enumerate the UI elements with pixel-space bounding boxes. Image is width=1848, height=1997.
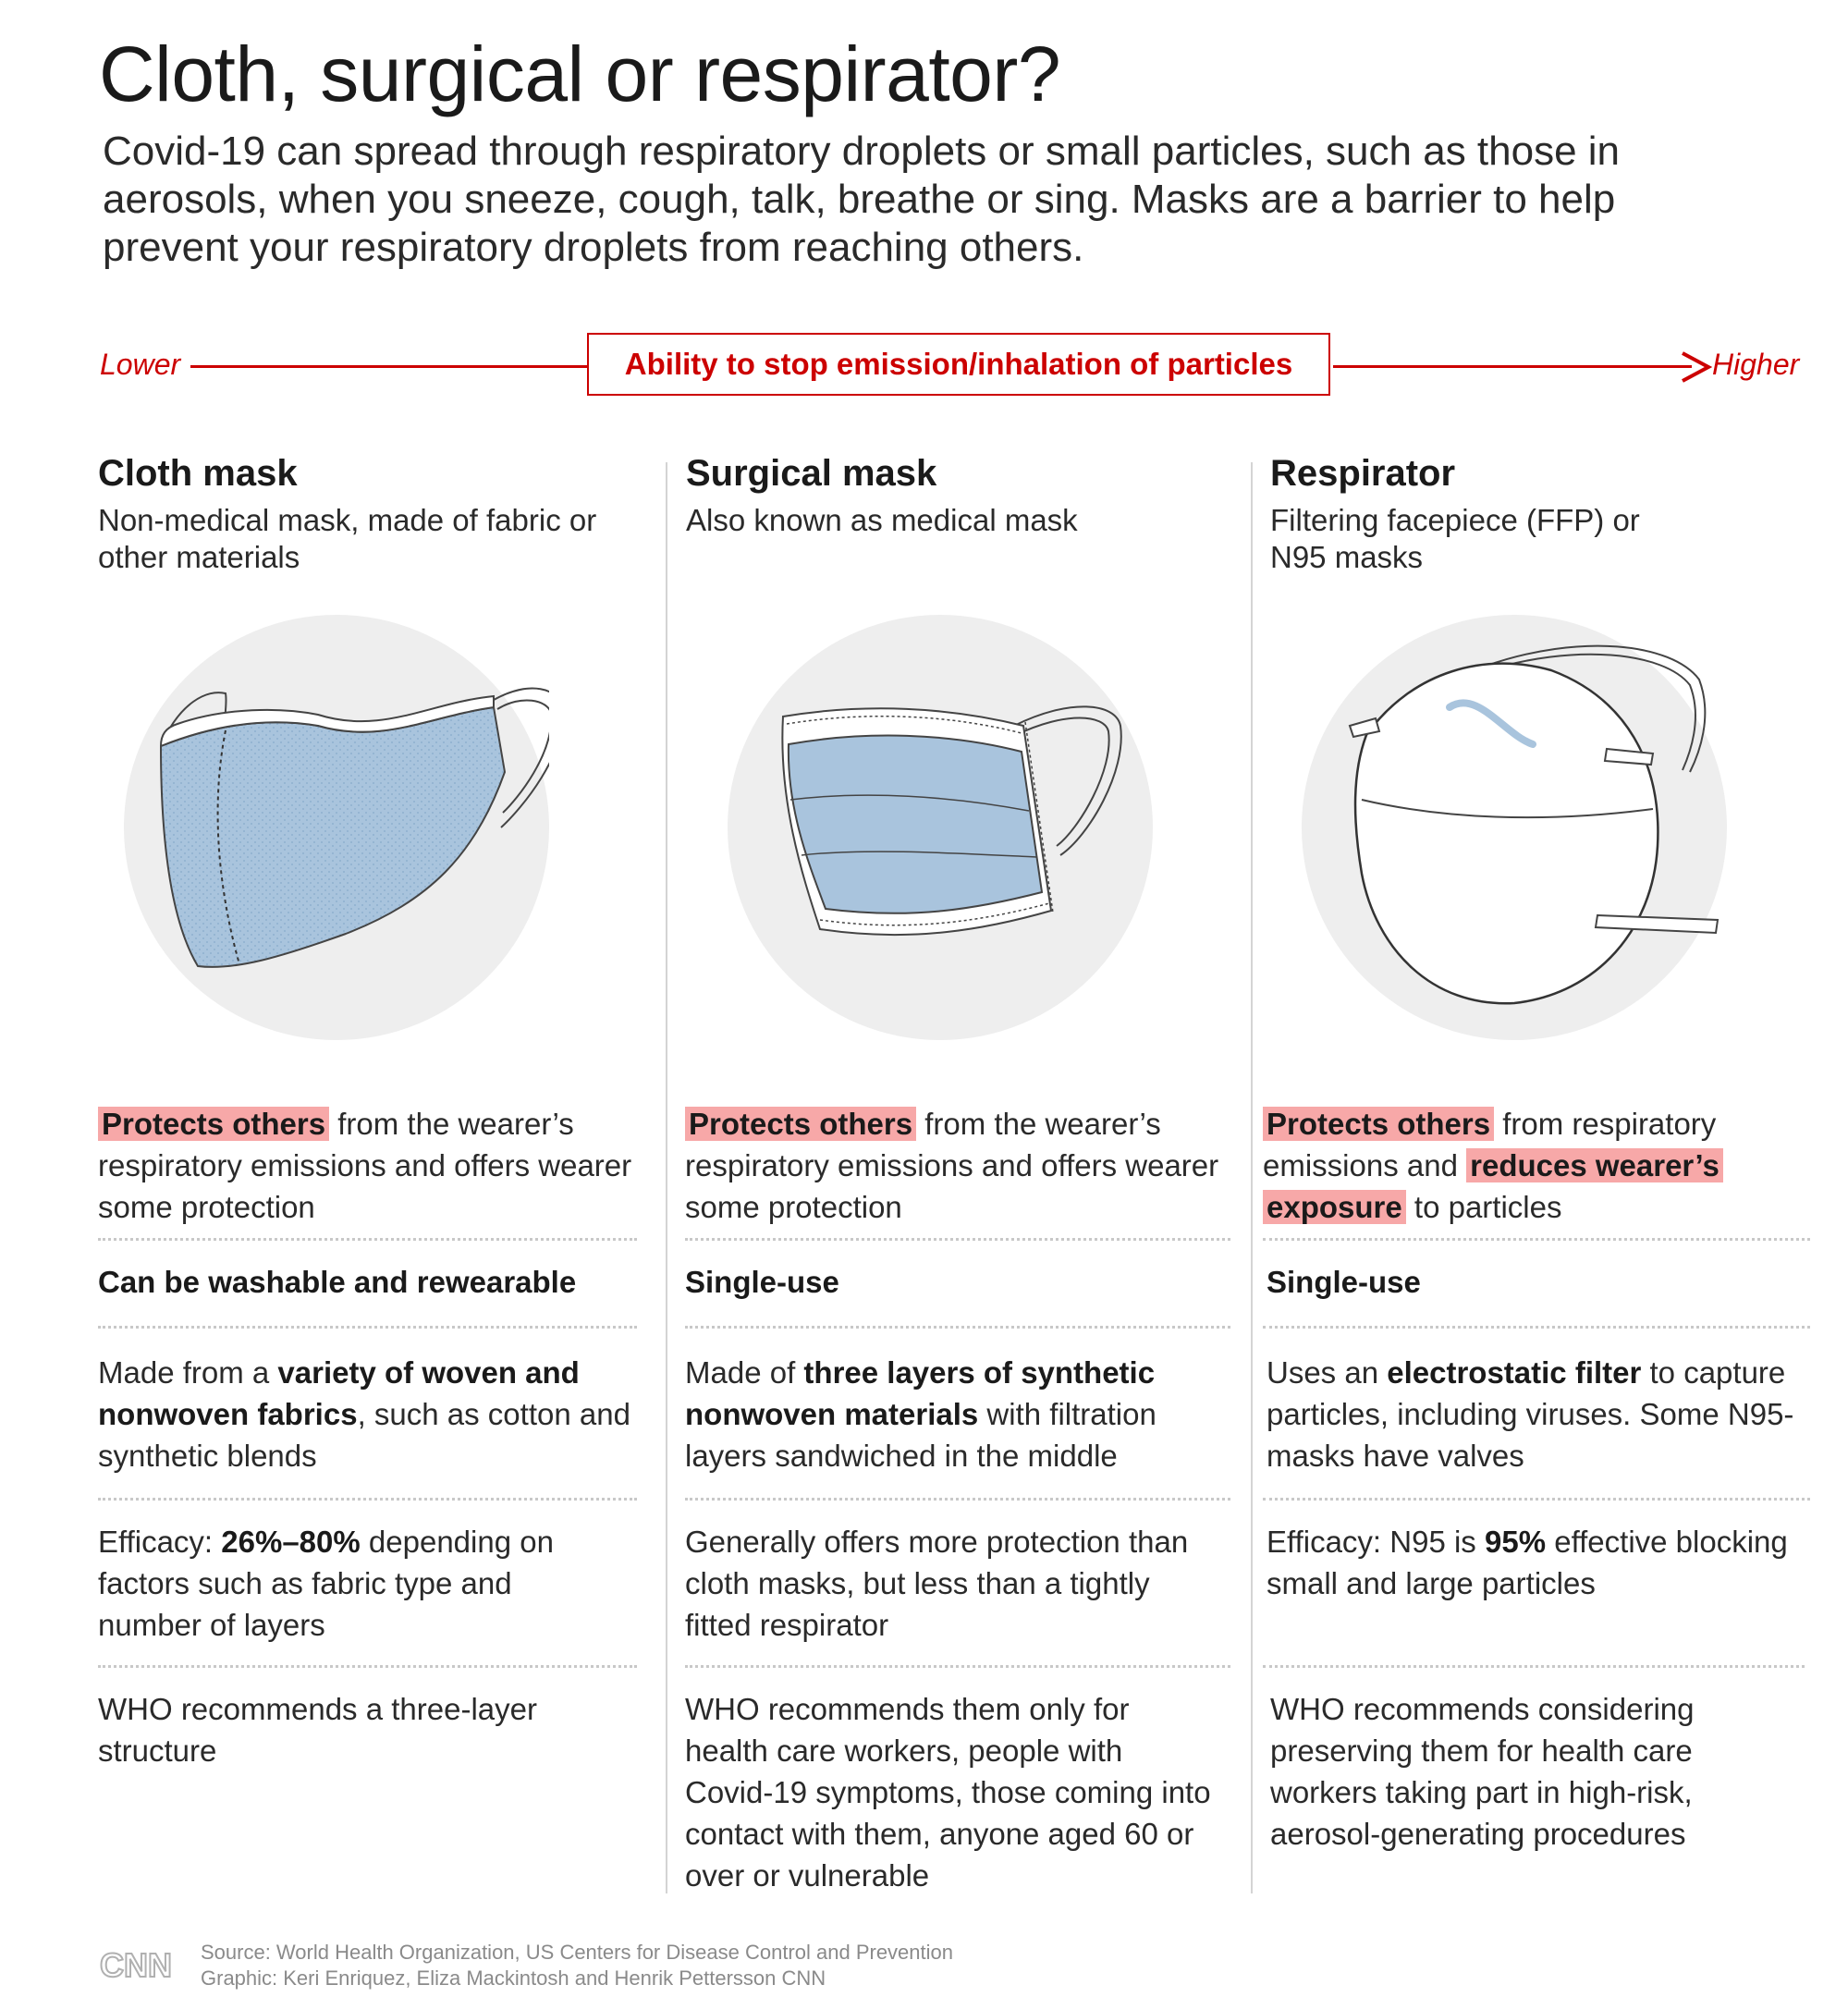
surgical-protection-text xyxy=(685,1103,1221,1228)
section-divider xyxy=(98,1665,637,1668)
surgical-mask-header xyxy=(686,453,1231,539)
exposure-highlight: reduces wearer’s xyxy=(1466,1148,1723,1182)
section-divider xyxy=(98,1238,637,1241)
column-divider xyxy=(666,462,667,1893)
scale-higher-label: Higher xyxy=(1712,348,1800,381)
respirator-efficacy-text: Efficacy: N95 is 95% effective blocking small and large particles xyxy=(1267,1525,1788,1600)
section-divider xyxy=(685,1326,1230,1329)
surgical-efficacy-text: Generally offers more protection than cloth masks, but less than a tightly fitted respirator xyxy=(685,1525,1189,1642)
cloth-mask-header xyxy=(98,453,643,576)
respirator-use-text: Single-use xyxy=(1267,1265,1421,1299)
cloth-material-text: Made from a variety of woven and nonwoven fabrics, such as cotton and synthetic blends xyxy=(98,1355,630,1473)
column-divider xyxy=(1251,462,1253,1893)
arrow-right-icon xyxy=(1677,349,1712,385)
cloth-efficacy-text: Efficacy: 26%–80% depending on factors such as fabric type and number of layers xyxy=(98,1525,554,1642)
column-subtitle: Non-medical mask, made of fabric or other materials xyxy=(98,503,597,574)
protects-end: to particles xyxy=(1414,1190,1562,1224)
column-title: Respirator xyxy=(1270,453,1456,494)
graphic-credit-line: Graphic: Keri Enriquez, Eliza Mackintosh and Henrik Pettersson CNN xyxy=(201,1966,826,1990)
surgical-who-text: WHO recommends them only for health care workers, people with Covid-19 symptoms, those coming into contact with them, anyone aged 60 or over or vulnerable xyxy=(685,1692,1211,1893)
column-title: Surgical mask xyxy=(686,453,937,494)
cloth-use-text: Can be washable and rewearable xyxy=(98,1265,577,1299)
cnn-logo-icon xyxy=(100,1947,174,1984)
section-divider xyxy=(1263,1498,1810,1501)
protects-highlight: Protects others xyxy=(1263,1107,1494,1141)
protects-highlight: Protects others xyxy=(98,1107,329,1141)
column-subtitle: Filtering facepiece (FFP) or N95 masks xyxy=(1270,503,1640,574)
protects-rest: from the wearer’s respiratory emissions and offers wearer some protection xyxy=(98,1107,632,1224)
section-divider xyxy=(98,1498,637,1501)
section-divider xyxy=(1263,1238,1810,1241)
svg-text:CNN: CNN xyxy=(100,1947,172,1984)
scale-lower-label: Lower xyxy=(100,348,181,381)
exposure-highlight: exposure xyxy=(1263,1190,1406,1224)
column-title: Cloth mask xyxy=(98,453,298,494)
cloth-who-text: WHO recommends a three-layer structure xyxy=(98,1692,537,1768)
surgical-material-text: Made of three layers of synthetic nonwoven materials with filtration layers sandwiched in the middle xyxy=(685,1355,1157,1473)
respirator-illustration-icon xyxy=(1302,615,1727,1040)
respirator-who-text: WHO recommends considering preserving them for health care workers taking part in high-risk, aerosol-generating procedures xyxy=(1270,1692,1695,1851)
page-title: Cloth, surgical or respirator? xyxy=(99,31,1061,117)
section-divider xyxy=(1263,1326,1810,1329)
protects-highlight: Protects others xyxy=(685,1107,916,1141)
scale-label-box: Ability to stop emission/inhalation of particles xyxy=(587,333,1330,396)
section-divider xyxy=(685,1498,1230,1501)
column-subtitle: Also known as medical mask xyxy=(686,503,1078,537)
surgical-use-text: Single-use xyxy=(685,1265,839,1299)
cloth-protection-text xyxy=(98,1103,634,1228)
protects-rest: from the wearer’s respiratory emissions and offers wearer some protection xyxy=(685,1107,1219,1224)
protection-scale xyxy=(0,333,1848,399)
cloth-mask-illustration-icon xyxy=(124,615,549,1040)
scale-line-right xyxy=(1333,365,1692,368)
intro-text: Covid-19 can spread through respiratory droplets or small particles, such as those in aerosols, when you sneeze, cough, talk, breathe or sing. Masks are a barrier to help prevent your respiratory droplets from reaching others. xyxy=(103,129,1621,270)
footer-credits xyxy=(201,1940,953,1991)
respirator-header xyxy=(1270,453,1816,576)
section-divider xyxy=(98,1326,637,1329)
scale-line-left xyxy=(190,365,588,368)
respirator-material-text: Uses an electrostatic filter to capture particles, including viruses. Some N95-masks have valves xyxy=(1267,1355,1794,1473)
source-line: Source: World Health Organization, US Centers for Disease Control and Prevention xyxy=(201,1941,953,1964)
section-divider xyxy=(685,1665,1230,1668)
surgical-mask-illustration-icon xyxy=(728,615,1153,1040)
respirator-protection-text xyxy=(1263,1103,1817,1228)
section-divider xyxy=(685,1238,1230,1241)
protects-mid: from respiratory emissions and xyxy=(1263,1107,1717,1182)
section-divider xyxy=(1263,1665,1805,1668)
